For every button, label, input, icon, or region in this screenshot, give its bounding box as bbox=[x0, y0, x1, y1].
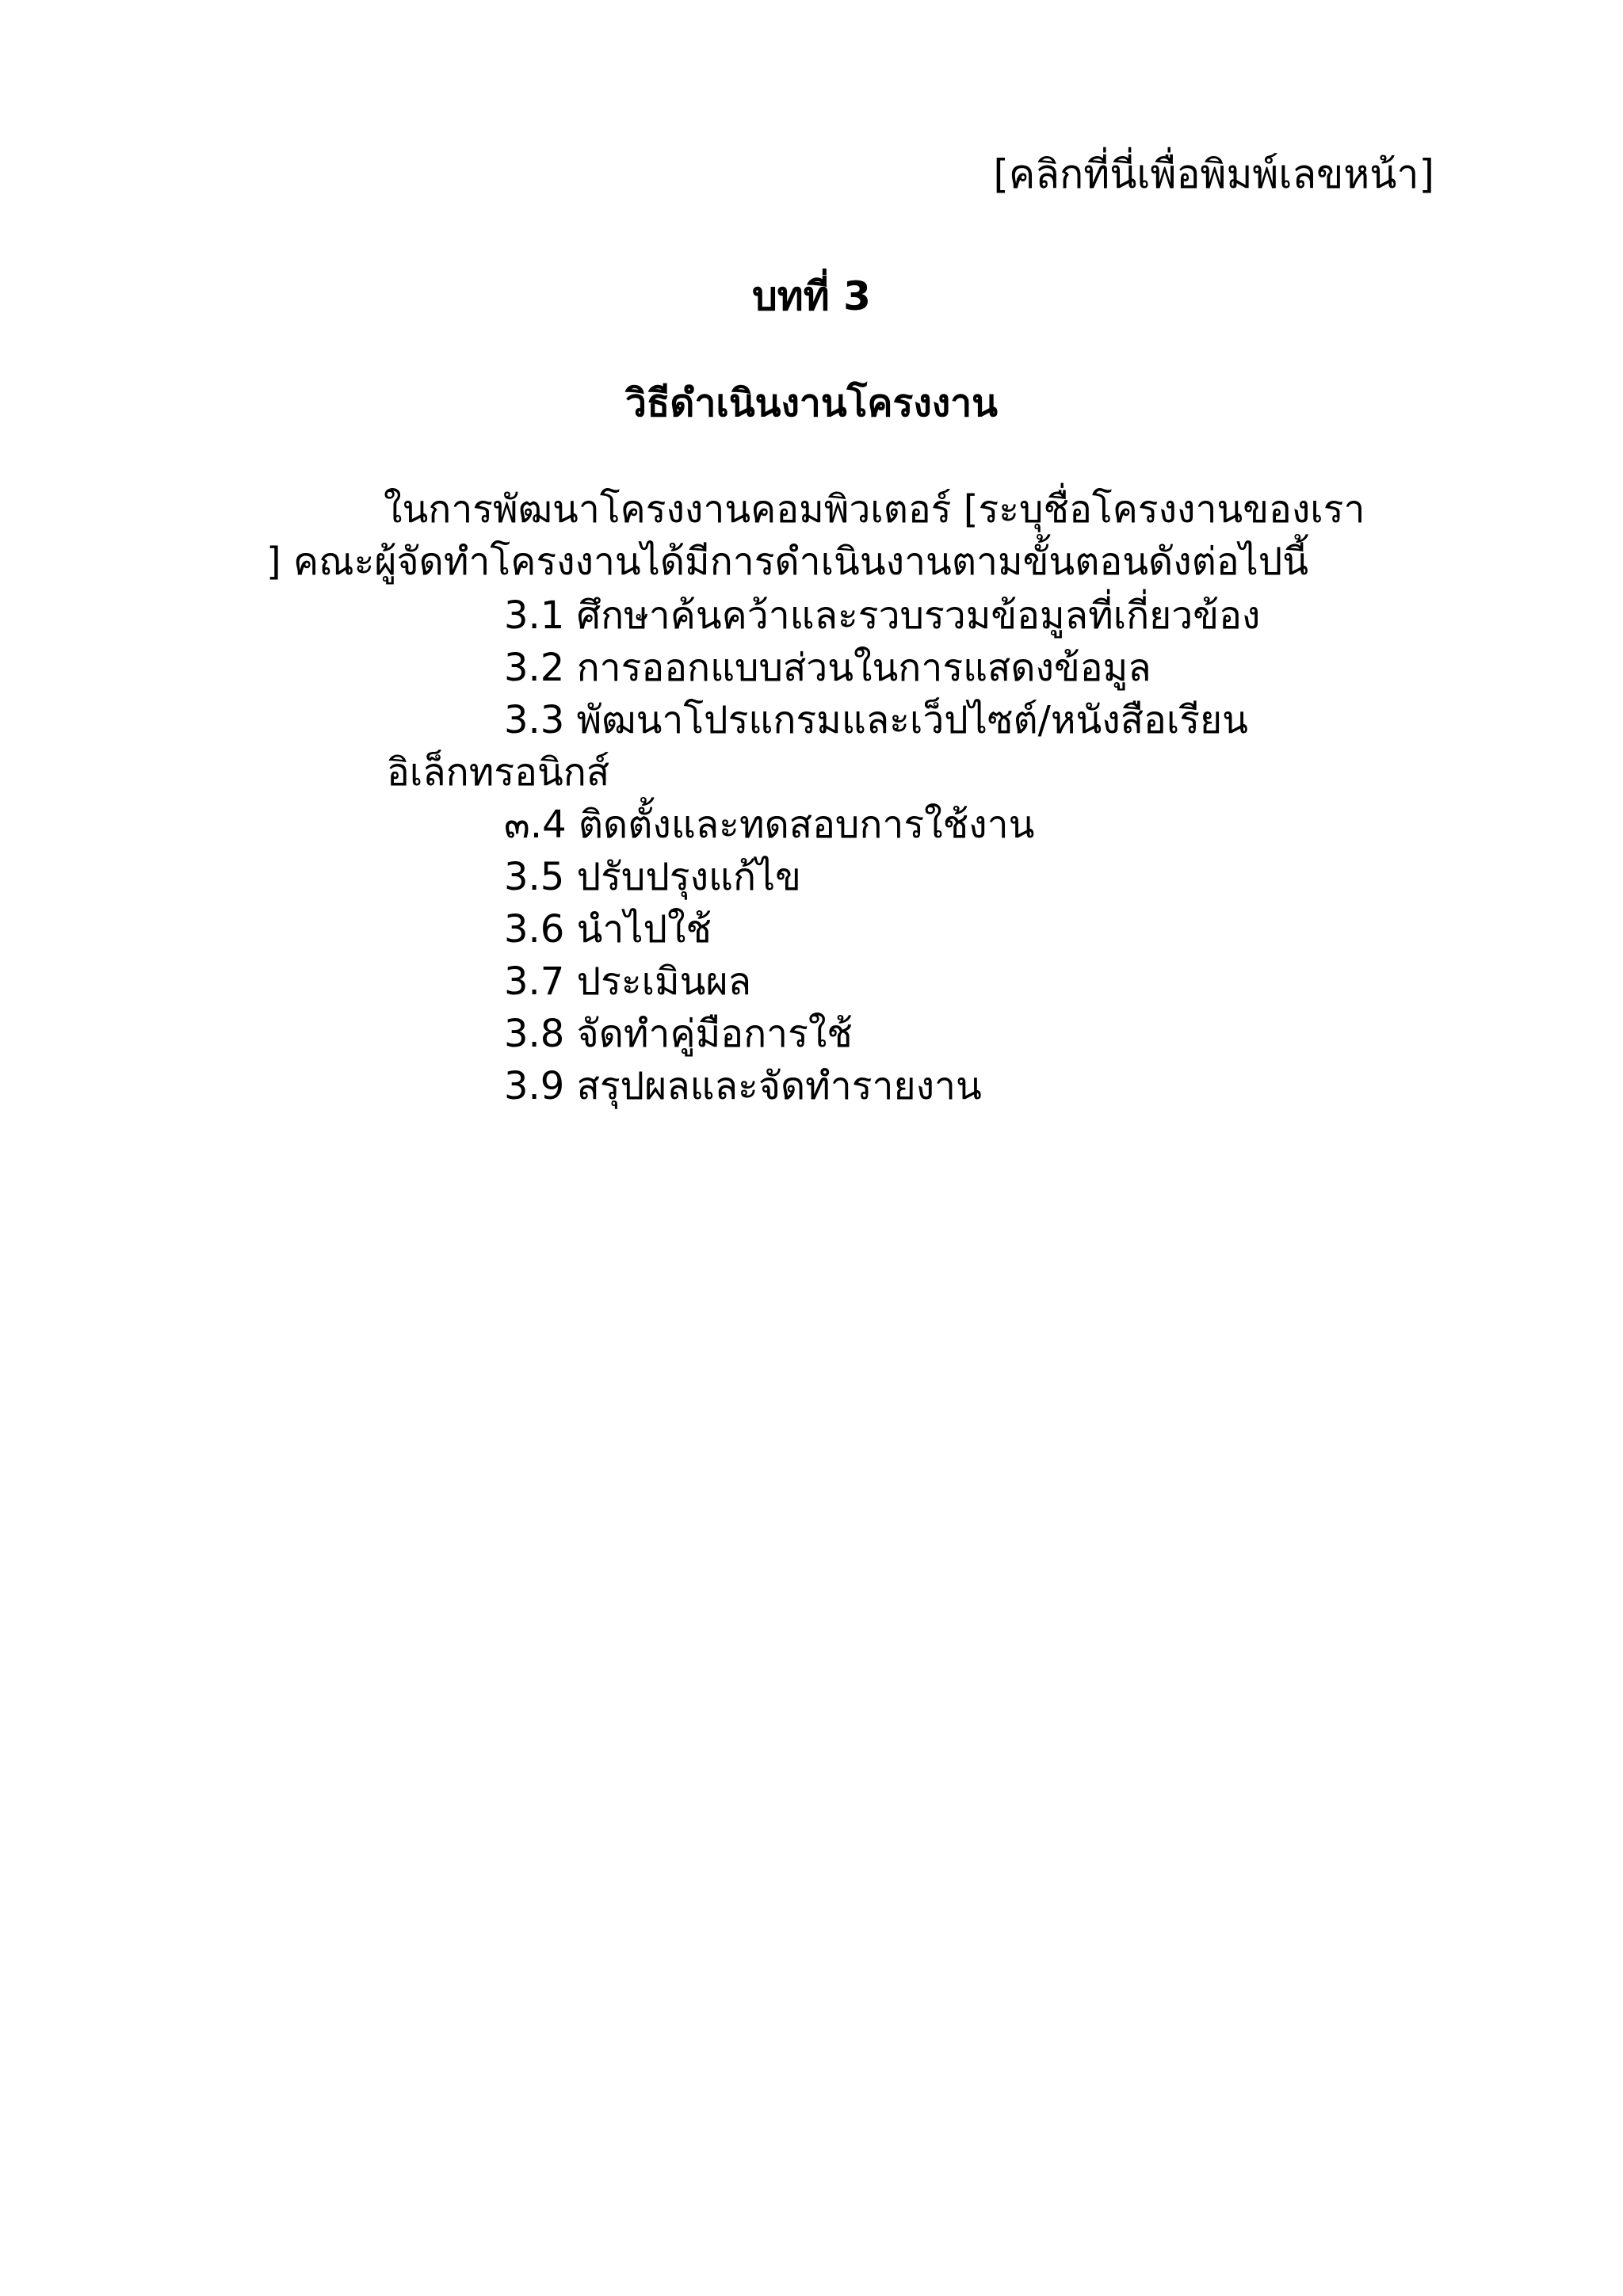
step-item-3-2: 3.2 การออกแบบส่วนในการแสดงข้อมูล bbox=[504, 646, 1151, 690]
step-item-3-6: 3.6 นำไปใช้ bbox=[504, 907, 712, 952]
intro-line-2: ] คณะผู้จัดทำโครงงานได้มีการดำเนินงานตามขั้นตอนดังต่อไปนี้ bbox=[266, 540, 1309, 584]
chapter-number: บทที่ 3 bbox=[752, 273, 871, 319]
page-number-placeholder[interactable]: [คลิกที่นี่เพื่อพิมพ์เลขหน้า] bbox=[993, 151, 1434, 197]
chapter-title: วิธีดำเนินงานโครงงาน bbox=[625, 381, 998, 425]
step-item-3-8: 3.8 จัดทำคู่มือการใช้ bbox=[504, 1012, 853, 1056]
step-item-3-1: 3.1 ศึกษาค้นคว้าและรวบรวมข้อมูลที่เกี่ยวข้อง bbox=[504, 593, 1261, 638]
steps-list bbox=[387, 589, 1261, 1112]
step-item-3-5: 3.5 ปรับปรุงแก้ไข bbox=[504, 855, 801, 899]
intro-paragraph bbox=[266, 483, 1439, 588]
step-item-3-7: 3.7 ประเมินผล bbox=[504, 959, 752, 1004]
step-item-3-3-text: 3.3 พัฒนาโปรแกรมและเว็ปไซต์/หนังสือเรียน bbox=[504, 698, 1248, 742]
step-item-3-4: ๓.4 ติดตั้งและทดสอบการใช้งาน bbox=[504, 803, 1035, 847]
step-item-3-9: 3.9 สรุปผลและจัดทำรายงาน bbox=[504, 1064, 982, 1108]
step-item-3-3-continuation: อิเล็กทรอนิกส์ bbox=[387, 750, 610, 795]
step-item-3-3 bbox=[387, 694, 1260, 799]
intro-line-1: ในการพัฒนาโครงงานคอมพิวเตอร์ [ระบุชื่อโครงงานของเรา bbox=[384, 487, 1365, 532]
